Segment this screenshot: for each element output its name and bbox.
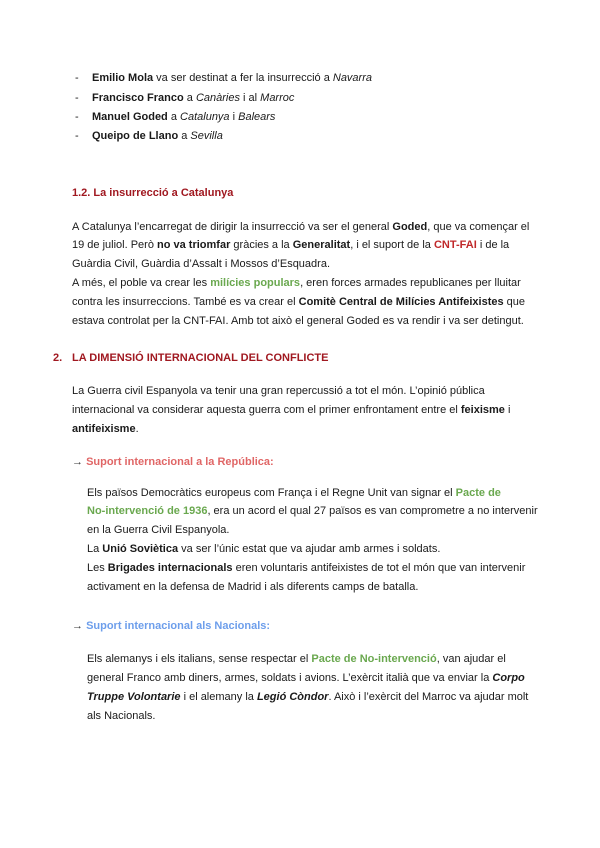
list-dash: - bbox=[75, 72, 79, 84]
general-name: Manuel Goded bbox=[92, 111, 168, 123]
place-name: Catalunya bbox=[180, 111, 230, 123]
list-dash: - bbox=[75, 111, 79, 123]
general-name: Emilio Mola bbox=[92, 72, 154, 84]
cnt-fai-highlight: CNT-FAI bbox=[433, 239, 477, 251]
general-name: Francisco Franco bbox=[92, 92, 184, 104]
section-2-heading: LA DIMENSIÓ INTERNACIONAL DEL CONFLICTE bbox=[72, 352, 329, 364]
milicies-highlight: milícies populars bbox=[210, 277, 301, 289]
place-name: Navarra bbox=[332, 72, 372, 84]
place-name: Sevilla bbox=[190, 130, 223, 142]
section-1-2-heading: 1.2. La insurrecció a Catalunya bbox=[72, 187, 234, 199]
section-2-number: 2. bbox=[53, 352, 63, 364]
place-name: Marroc bbox=[260, 92, 295, 104]
place-name: Balears bbox=[238, 111, 276, 123]
general-name: Queipo de Llano bbox=[92, 130, 179, 142]
list-dash: - bbox=[75, 92, 79, 104]
republic-support-heading: → Suport internacional a la República: bbox=[72, 456, 274, 468]
list-dash: - bbox=[75, 130, 79, 142]
document-page: - Emilio Mola va ser destinat a fer la insurrecció a Navarra - Francisco Franco a Canàries i al Marroc - Manuel Goded a Catalunya i Balears - Queipo de Llano a Sevilla 1.2. La insurrecció a Catalunya A Catalunya l’encarregat de dirigir la insurrecció va ser el general Goded, que va començar el 19 de juliol. Però no va triomfar gràcies a la Generalitat, i el suport de la CNT-FAI i de la Guàrdia Civil, Guàrdia d’Assalt i Mossos d’Esquadra. A més, el poble va crear les milícies populars, eren forces armades republicanes per lluitar contra les insurreccions. També es va crear el Comitè Central de Milícies Antifeixistes que estava controlat per la CNT-FAI. Amb tot això el general Goded es va rendir i va ser detingut. 2. LA DIMENSIÓ INTERNACIONAL DEL CONFLICTE La Guerra civil Espanyola va tenir una gran repercussió a tot el món. L’opinió pública internacional va considerar aquesta guerra com el primer enfrontament entre el feixisme i antifeixisme. → Suport internacional a la República: Els països Democràtics europeus com França i el Regne Unit van signar el Pacte de No-intervenció de 1936, era un acord el qual 27 països es van comprometre a no intervenir en la Guerra Civil Espanyola. La Unió Soviètica va ser l’únic estat que va ajudar amb armes i soldats. Les Brigades internacionals eren voluntaris antifeixistes de tot el món que van intervenir activament en la defensa de Madrid i als diferents camps de batalla. → Suport internacional als Nacionals: Els alemanys i els italians, sense respectar el Pacte de No-intervenció, van ajudar el general Franco amb diners, armes, soldats i avions. L’exèrcit italià que va enviar la Corpo Truppe Volontarie i el alemany la Legió Còndor. Això i l’exèrcit del Marroc va ajudar molt als Nacionals. bbox=[53, 72, 538, 722]
arrow-right-icon: → bbox=[72, 456, 83, 468]
arrow-right-icon: → bbox=[72, 620, 83, 632]
nationals-support-heading: → Suport internacional als Nacionals: bbox=[72, 620, 271, 632]
place-name: Canàries bbox=[195, 92, 240, 104]
